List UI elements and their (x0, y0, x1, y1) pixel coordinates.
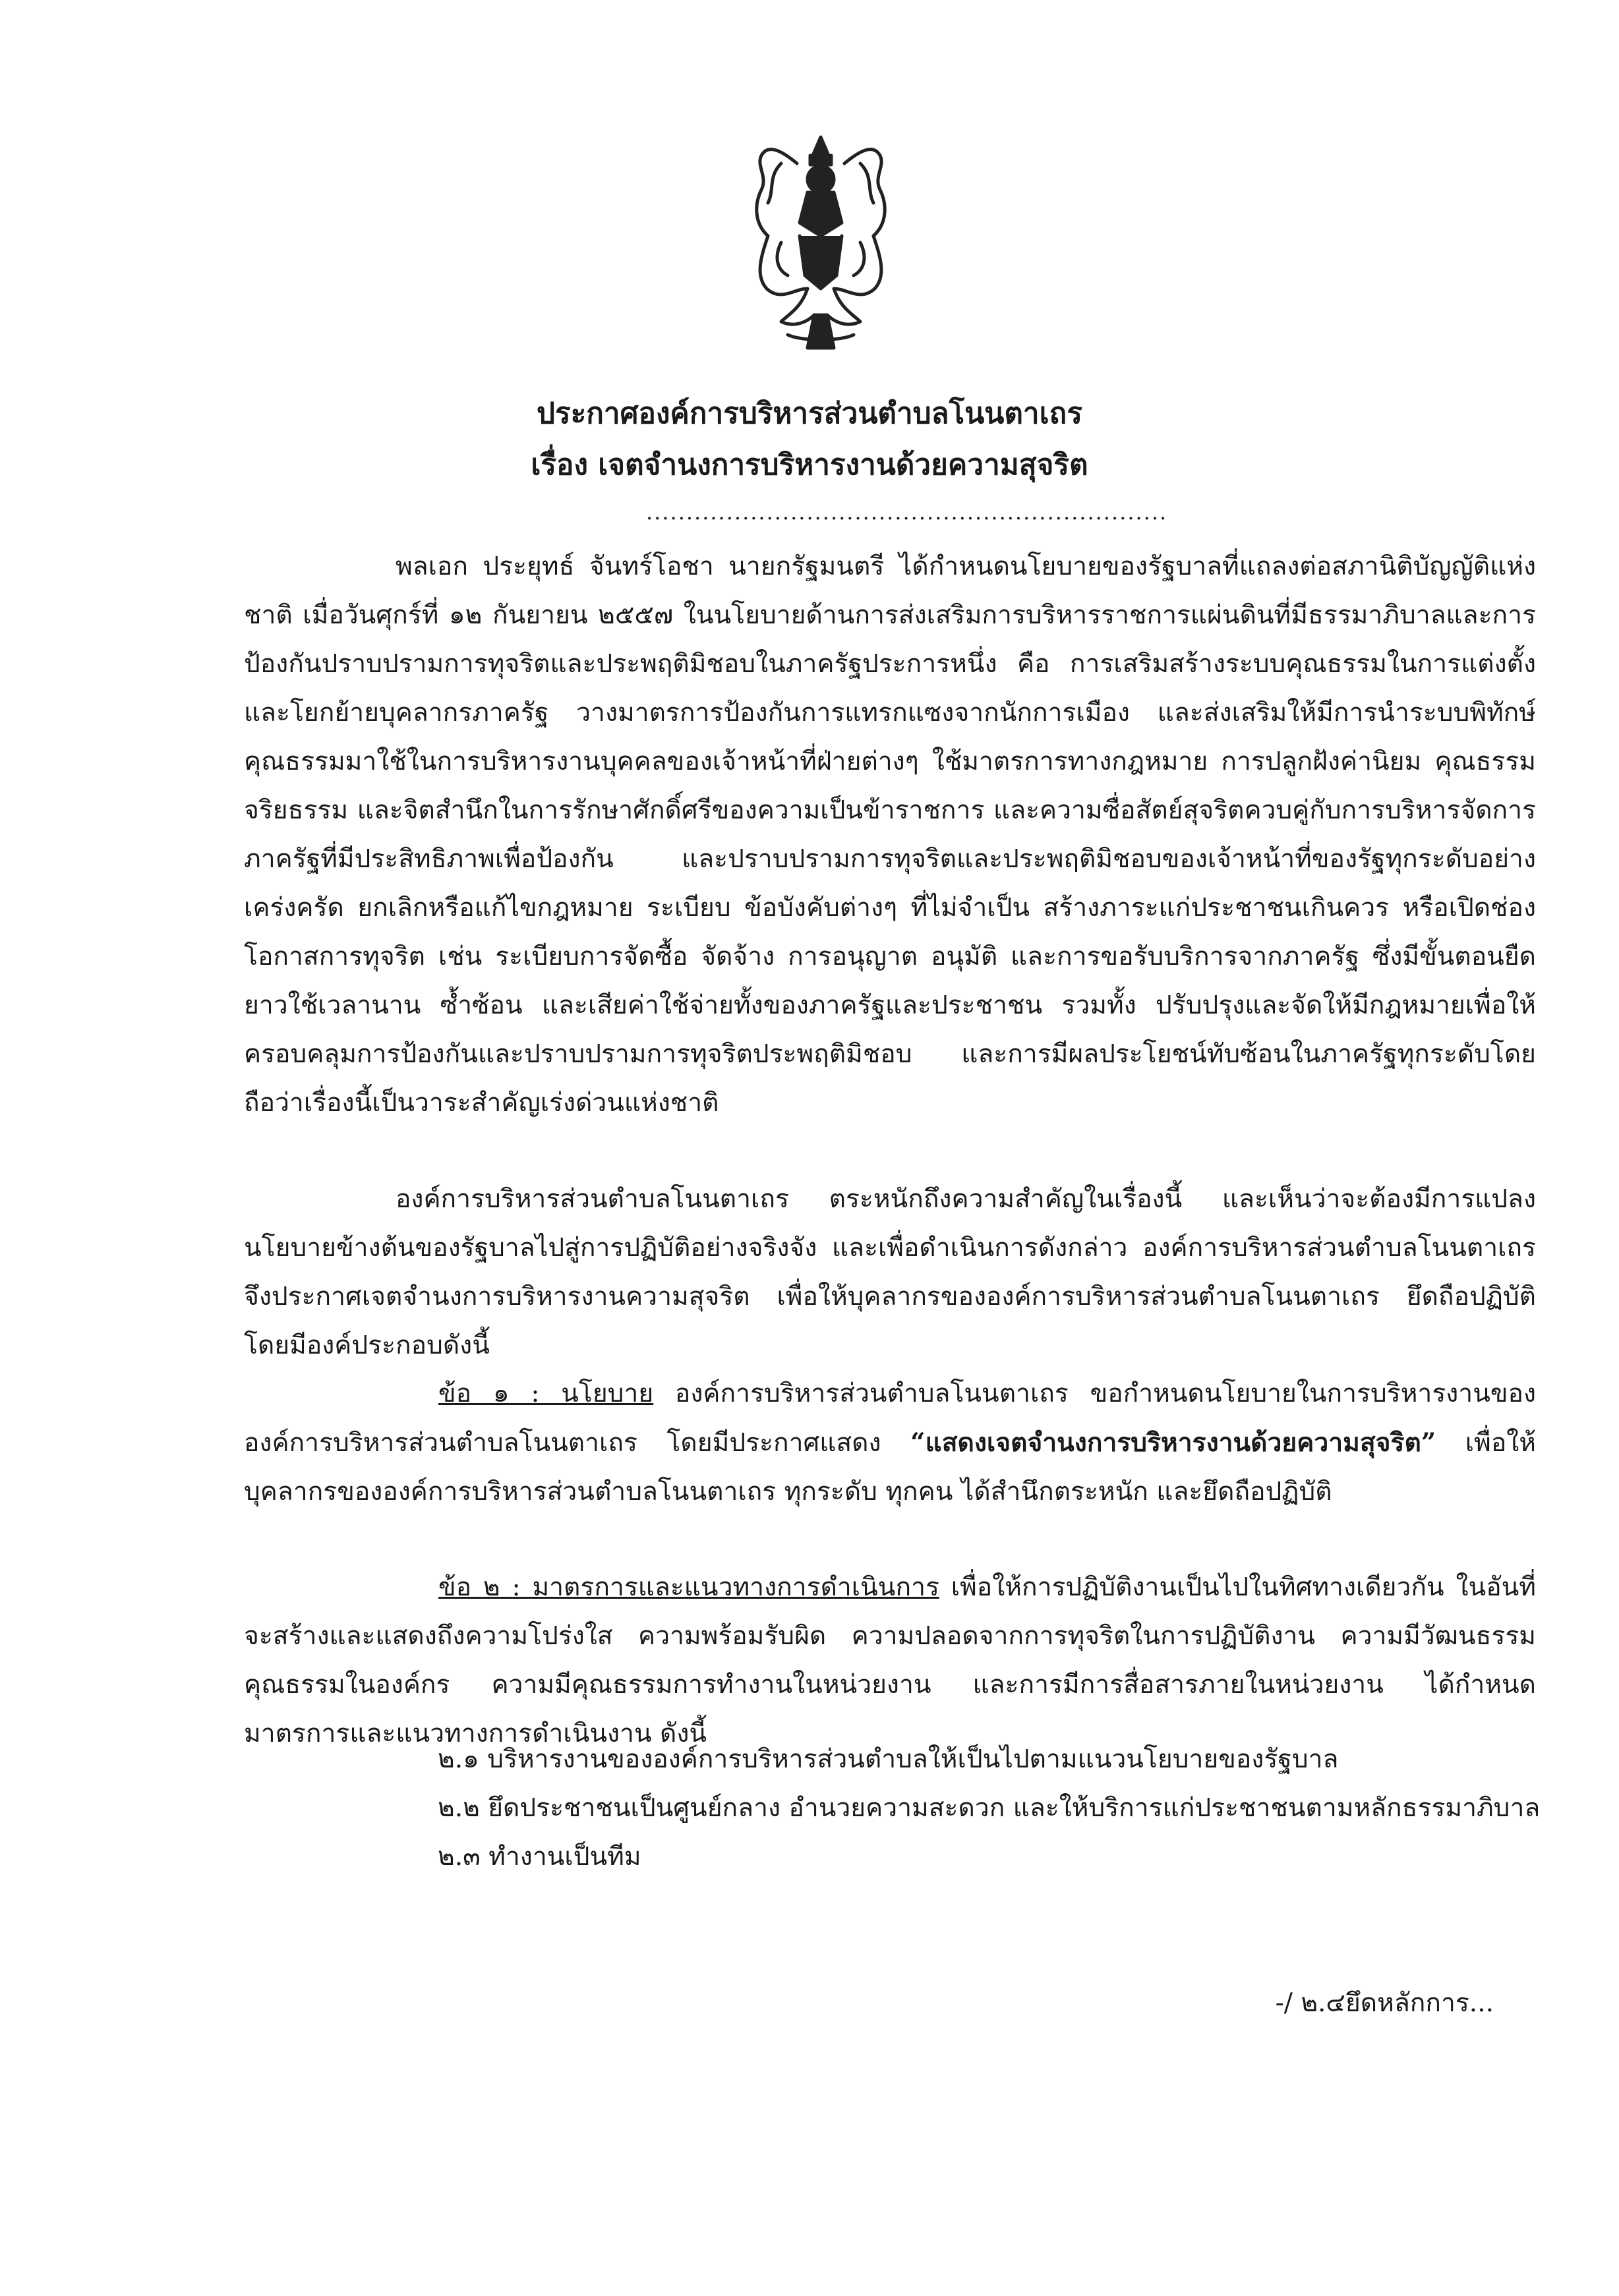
list-item-2-1: ๒.๑ บริหารงานขององค์การบริหารส่วนตำบลให้เป็นไปตามแนวนโยบายของรัฐบาล (438, 1744, 1339, 1774)
paragraph-organization-intent: องค์การบริหารส่วนตำบลโนนตาเถร ตระหนักถึงความสำคัญในเรื่องนี้ และเห็นว่าจะต้องมีการแปลงนโยบายข้างต้นของรัฐบาลไปสู่การปฏิบัติอย่างจริงจัง และเพื่อดำเนินการดังกล่าว องค์การบริหารส่วนตำบลโนนตาเถร จึงประกาศเจตจำนงการบริหารงานความสุจริต เพื่อให้บุคลากรขององค์การบริหารส่วนตำบลโนนตาเถร ยึดถือปฏิบัติ โดยมีองค์ประกอบดังนี้ (244, 1184, 1536, 1360)
announcement-subject: เรื่อง เจตจำนงการบริหารงานด้วยความสุจริต (531, 448, 1088, 482)
paragraph-government-policy: พลเอก ประยุทธ์ จันทร์โอชา นายกรัฐมนตรี ได้กำหนดนโยบายของรัฐบาลที่แถลงต่อสภานิติบัญญัติแห่งชาติ เมื่อวันศุกร์ที่ ๑๒ กันยายน ๒๕๕๗ ในนโยบายด้านการส่งเสริมการบริหารราชการแผ่นดินที่มีธรรมาภิบาลและการป้องกันปราบปรามการทุจริตและประพฤติมิชอบในภาครัฐประการหนึ่ง คือ การเสริมสร้างระบบคุณธรรมในการแต่งตั้งและโยกย้ายบุคลากรภาครัฐ วางมาตรการป้องกันการแทรกแซงจากนักการเมือง และส่งเสริมให้มีการนำระบบพิทักษ์คุณธรรมมาใช้ในการบริหารงานบุคคลของเจ้าหน้าที่ฝ่ายต่างๆ ใช้มาตรการทางกฎหมาย การปลูกฝังค่านิยม คุณธรรม จริยธรรม และจิตสำนึกในการรักษาศักดิ์ศรีของความเป็นข้าราชการ และความซื่อสัตย์สุจริตควบคู่กับการบริหารจัดการภาครัฐที่มีประสิทธิภาพเพื่อป้องกัน และปราบปรามการทุจริตและประพฤติมิชอบของเจ้าหน้าที่ของรัฐทุกระดับอย่างเคร่งครัด ยกเลิกหรือแก้ไขกฎหมาย ระเบียบ ข้อบังคับต่างๆ ที่ไม่จำเป็น สร้างภาระแก่ประชาชนเกินควร หรือเปิดช่องโอกาสการทุจริต เช่น ระเบียบการจัดซื้อ จัดจ้าง การอนุญาต อนุมัติ และการขอรับบริการจากภาครัฐ ซึ่งมีขั้นตอนยืดยาวใช้เวลานาน ซ้ำซ้อน และเสียค่าใช้จ่ายทั้งของภาครัฐและประชาชน รวมทั้ง ปรับปรุงและจัดให้มีกฎหมายเพื่อให้ครอบคลุมการป้องกันและปราบปรามการทุจริตประพฤติมิชอบ และการมีผลประโยชน์ทับซ้อนในภาครัฐทุกระดับโดยถือว่าเรื่องนี้เป็นวาระสำคัญเร่งด่วนแห่งชาติ (244, 552, 1536, 1118)
clause-2-measures (244, 1563, 1536, 1758)
garuda-emblem-icon (742, 124, 900, 361)
list-item-2-2: ๒.๒ ยึดประชาชนเป็นศูนย์กลาง อำนวยความสะดวก และให้บริการแก่ประชาชนตามหลักธรรมาภิบาล (438, 1793, 1541, 1823)
clause-2-text: เพื่อให้การปฏิบัติงานเป็นไปในทิศทางเดียวกัน ในอันที่จะสร้างและแสดงถึงความโปร่งใส ความพร้อมรับผิด ความปลอดจากการทุจริตในการปฏิบัติงาน ความมีวัฒนธรรมคุณธรรมในองค์กร ความมีคุณธรรมการทำงานในหน่วยงาน และการมีการสื่อสารภายในหน่วยงาน ได้กำหนดมาตรการและแนวทางการดำเนินงาน ดังนี้ (244, 1572, 1537, 1748)
clause-1-policy (244, 1369, 1536, 1516)
title-divider: ................................................................. (646, 500, 1168, 525)
clause-1-heading: ข้อ ๑ : นโยบาย (438, 1379, 654, 1408)
clause-2-heading: ข้อ ๒ : มาตรการและแนวทางการดำเนินการ (438, 1572, 939, 1602)
page-continuation-note: -/ ๒.๔ยึดหลักการ... (1275, 1988, 1494, 2018)
clause-1-quote: “แสดงเจตจำนงการบริหารงานด้วยความสุจริต” (910, 1427, 1436, 1458)
list-item-2-3: ๒.๓ ทำงานเป็นทีม (438, 1842, 641, 1872)
clause-1-text: องค์การบริหารส่วนตำบลโนนตาเถร ขอกำหนดนโยบายในการบริหารงานขององค์การบริหารส่วนตำบลโนนตาเถร โดยมีประกาศแสดง (244, 1379, 1536, 1458)
clause-1-tail: เพื่อให้บุคลากรขององค์การบริหารส่วนตำบลโนนตาเถร ทุกระดับ ทุกคน ได้สำนึกตระหนัก และยึดถือปฏิบัติ (244, 1428, 1536, 1507)
announcement-title: ประกาศองค์การบริหารส่วนตำบลโนนตาเถร (537, 397, 1082, 430)
